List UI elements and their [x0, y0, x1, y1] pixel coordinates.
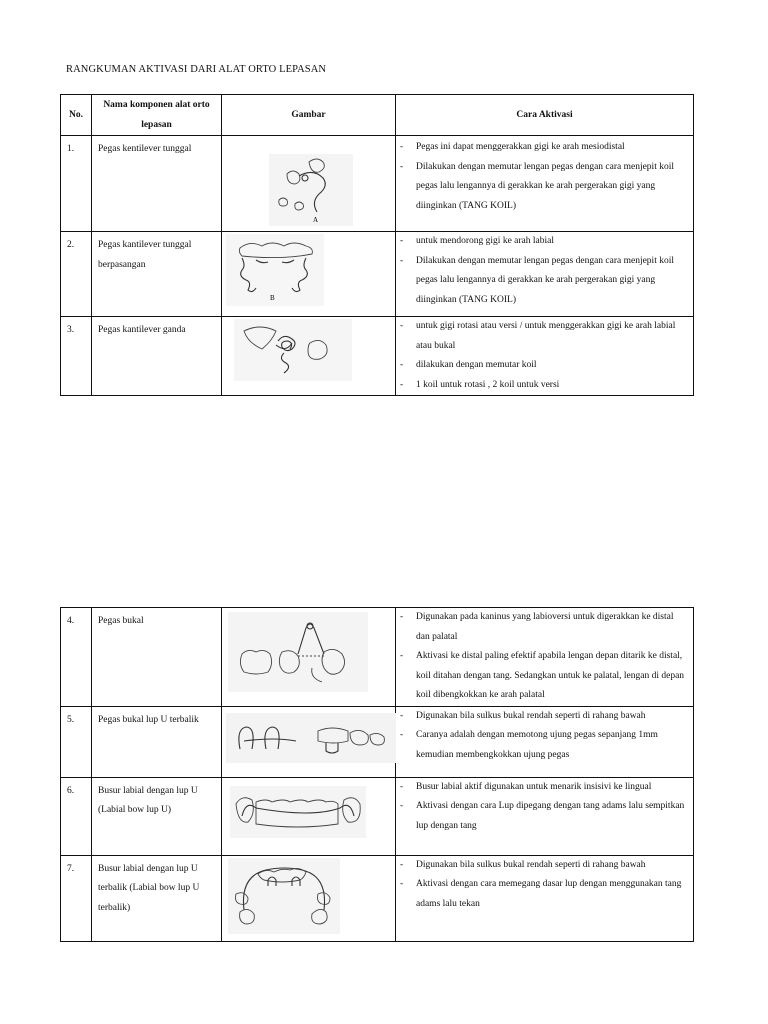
activation-item: - Aktivasi dengan cara memegang dasar lup dengan menggunakan tang adams lalu tekan	[400, 875, 687, 914]
activation-item: - 1 koil untuk rotasi , 2 koil untuk versi	[400, 376, 687, 396]
figure-cell	[222, 232, 396, 317]
activation-list	[396, 608, 693, 706]
row-number: 3.	[67, 325, 75, 335]
row-number: 2.	[67, 240, 75, 250]
table-row	[61, 608, 694, 707]
component-name: Pegas bukal	[98, 616, 144, 626]
row-number: 6.	[67, 785, 75, 796]
activation-list	[396, 232, 693, 310]
figure-cell	[222, 777, 396, 855]
labial-bow-u-loop-figure	[230, 786, 366, 838]
activation-table-page1	[60, 94, 694, 396]
activation-item: - Pegas ini dapat menggerakkan gigi ke arah mesiodistal	[400, 138, 687, 158]
component-name: Busur labial dengan lup U (Labial bow lup U)	[98, 785, 198, 815]
table-row	[61, 777, 694, 855]
component-name: Busur labial dengan lup U terbalik (Labial bow lup U terbalik)	[98, 863, 200, 913]
figure-cell	[222, 608, 396, 707]
activation-list	[396, 136, 693, 216]
figure-label: B	[270, 294, 275, 302]
header-component-name: Nama komponen alat orto lepasan	[92, 95, 222, 136]
activation-list	[396, 317, 693, 395]
figure-label: A	[313, 216, 319, 224]
component-name: Pegas kantilever tunggal berpasangan	[98, 240, 192, 270]
activation-item: - dilakukan dengan memutar koil	[400, 356, 687, 376]
single-cantilever-spring-figure	[269, 154, 353, 226]
header-no: No.	[61, 95, 92, 136]
table-row	[61, 706, 694, 777]
activation-item: - Aktivasi ke distal paling efektif apabila lengan depan ditarik ke distal, koil ditahan dengan tang. Sedangkan untuk ke palatal, lengan di depan koil dibengkokkan ke arah palatal	[400, 647, 687, 706]
figure-cell	[222, 317, 396, 396]
activation-list	[396, 856, 693, 915]
table-row	[61, 855, 694, 941]
header-image: Gambar	[222, 95, 396, 136]
table-header-row	[61, 95, 694, 136]
figure-cell	[222, 136, 396, 232]
row-number: 4.	[67, 616, 75, 626]
activation-item: - Busur labial aktif digunakan untuk menarik insisivi ke lingual	[400, 778, 687, 798]
labial-bow-inverted-u-loop-figure	[228, 858, 340, 934]
activation-list	[396, 707, 693, 766]
activation-item: - Digunakan bila sulkus bukal rendah seperti di rahang bawah	[400, 707, 687, 727]
activation-item: - untuk mendorong gigi ke arah labial	[400, 232, 687, 252]
component-name: Pegas kantilever ganda	[98, 325, 186, 335]
figure-cell	[222, 855, 396, 941]
table-row	[61, 232, 694, 317]
activation-list	[396, 778, 693, 837]
activation-item: - untuk gigi rotasi atau versi / untuk menggerakkan gigi ke arah labial atau bukal	[400, 317, 687, 356]
document-title: RANGKUMAN AKTIVASI DARI ALAT ORTO LEPASAN	[66, 64, 327, 75]
activation-item: - Caranya adalah dengan memotong ujung pegas sepanjang 1mm kemudian membengkokkan ujung pegas	[400, 726, 687, 765]
activation-item: - Aktivasi dengan cara Lup dipegang dengan tang adams lalu sempitkan lup dengan tang	[400, 797, 687, 836]
activation-item: - Digunakan pada kaninus yang labioversi untuk digerakkan ke distal dan palatal	[400, 608, 687, 647]
component-name: Pegas bukal lup U terbalik	[98, 714, 199, 725]
table-row	[61, 317, 694, 396]
figure-cell	[222, 706, 396, 777]
double-cantilever-spring-figure	[234, 319, 352, 381]
row-number: 5.	[67, 714, 75, 725]
activation-item: - Dilakukan dengan memutar lengan pegas dengan cara menjepit koil pegas lalu lengannya di gerakkan ke arah pergerakan gigi yang diinginkan (TANG KOIL)	[400, 158, 687, 217]
paired-cantilever-spring-figure	[226, 234, 324, 306]
component-name: Pegas kentilever tunggal	[98, 144, 192, 154]
row-number: 7.	[67, 863, 75, 874]
inverted-u-loop-buccal-spring-figure	[226, 713, 396, 763]
header-activation: Cara Aktivasi	[396, 95, 694, 136]
activation-table-page2	[60, 607, 694, 942]
row-number: 1.	[67, 144, 75, 154]
table-row	[61, 136, 694, 232]
activation-item: - Dilakukan dengan memutar lengan pegas dengan cara menjepit koil pegas lalu lengannya di gerakkan ke arah pergerakan gigi yang diinginkan (TANG KOIL)	[400, 252, 687, 311]
activation-item: - Digunakan bila sulkus bukal rendah seperti di rahang bawah	[400, 856, 687, 876]
buccal-spring-figure	[228, 612, 368, 692]
